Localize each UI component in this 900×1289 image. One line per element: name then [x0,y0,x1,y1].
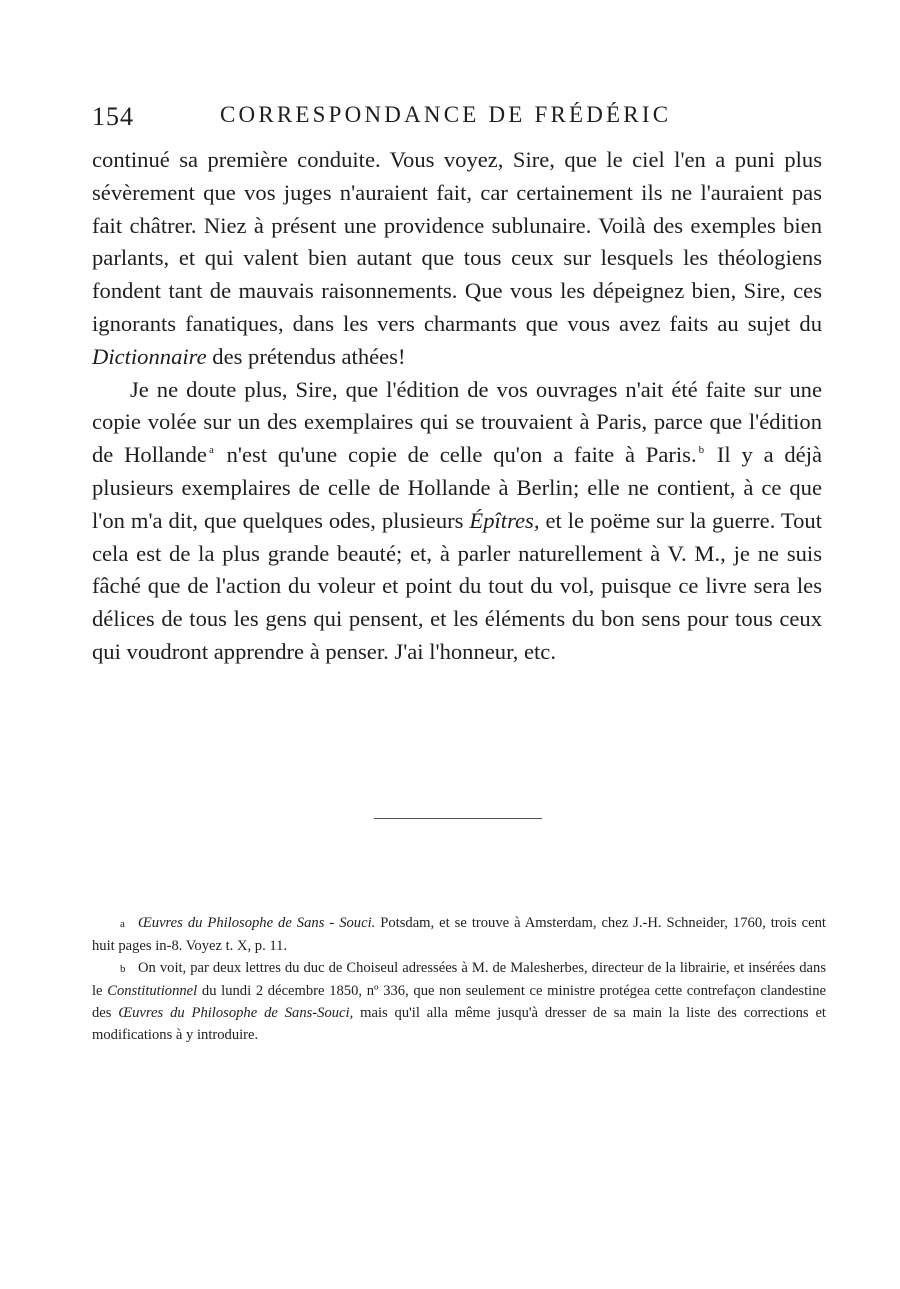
italic-title: Dictionnaire [92,343,207,369]
paragraph-text: des prétendus athées! [206,343,406,369]
paragraph-text: Il y a déjà plusieurs exemplaires de celle de Hollande à Berlin; elle ne contient, à ce que l'on m'a dit, que quelques odes, plusieurs [92,442,823,533]
footnote-mark: a [120,918,125,930]
footnote-text: mais qu'il alla même jusqu'à dresser de sa main la liste des corrections et modifications à y introduire. [92,1005,826,1043]
footnote-text: On voit, par deux lettres du duc de Choiseul adressées à M. de Malesherbes, directeur de la librairie, et insérées dans le [92,960,826,999]
letter-text [92,144,822,669]
footnote-mark: b [120,963,126,975]
paragraph [92,374,822,669]
running-head [92,98,822,134]
footnotes [92,912,826,1046]
footnote-separator [374,818,542,819]
footnote-italic: Œuvres du Philosophe de Sans - Souci. [138,915,376,931]
footnote-italic: Constitutionnel [107,983,198,999]
paragraph-continuation [92,144,822,374]
footnote-ref-b[interactable]: b [698,444,705,457]
footnote-b [92,957,826,1046]
italic-title: Épîtres, [469,507,540,533]
footnote-text: Potsdam, et se trouve à Amsterdam, chez J.-H. Schneider, 1760, trois cent huit pages in-8. Voyez t. X, p. 11. [92,915,826,954]
footnote-text: du lundi 2 décembre 1850, nº 336, que non seulement ce ministre protégea cette contrefaçon clandestine des [92,983,826,1021]
running-title: CORRESPONDANCE DE FRÉDÉRIC [220,102,672,127]
footnote-italic: Œuvres du Philosophe de Sans-Souci, [118,1005,354,1021]
paragraph-text: Je ne doute plus, Sire, que l'édition de vos ouvrages n'ait été faite sur une copie volée sur un des exemplaires qui se trouvaient à Paris, parce que l'édition de Hollande [92,376,822,468]
page-number: 154 [92,102,134,131]
paragraph-text: n'est qu'une copie de celle qu'on a faite à Paris. [226,442,697,468]
paragraph-text: continué sa première conduite. Vous voyez, Sire, que le ciel l'en a puni plus sévèrement que vos juges n'auraient fait, car certainement ils ne l'auraient pas fait châtrer. Niez à présent une providence sublunaire. Voilà des exemples bien parlants, et qui valent bien autant que tous ceux sur lesquels les théologiens fondent tant de mauvais raisonnements. Que vous les dépeignez bien, Sire, ces ignorants fanatiques, dans les vers charmants que vous avez faits au sujet du [92,147,822,336]
paragraph-text: et le poëme sur la guerre. Tout cela est de la plus grande beauté; et, à parler naturellement à V. M., je ne suis fâché que de l'action du voleur et point du tout du vol, puisque ce livre sera les délices de tous les gens qui pensent, et les éléments du bon sens pour tous ceux qui voudront apprendre à penser. J'ai l'honneur, etc. [92,507,822,664]
footnote-ref-a[interactable]: a [208,444,214,457]
footnote-a [92,912,826,957]
